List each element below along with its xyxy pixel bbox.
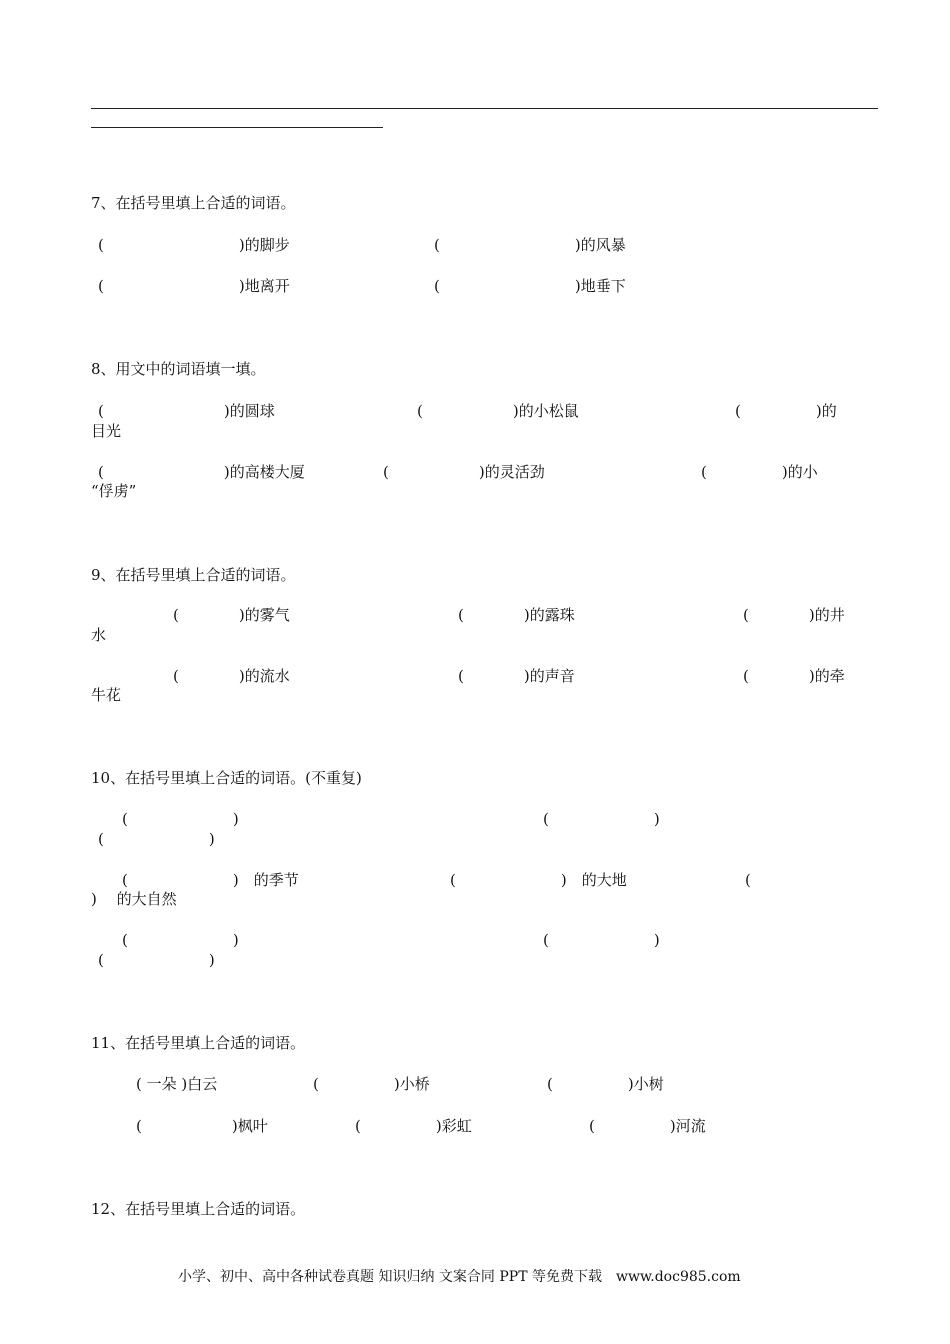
answer-line-full [91, 108, 878, 109]
q10-blank-4[interactable]: ( ) 的季节 [122, 871, 299, 889]
q11-blank-3[interactable]: ( )枫叶 [136, 1117, 268, 1135]
q7-blank-1[interactable]: ( )的脚步 [98, 236, 290, 254]
q8-blank-4[interactable]: ( )的高楼大厦 [98, 463, 305, 481]
q10-blank-6-open[interactable]: ( [745, 871, 751, 889]
q8-blank-3[interactable]: ( )的 [735, 402, 837, 420]
question-11-title: 11、在括号里填上合适的词语。 [91, 1034, 306, 1052]
q9-blank-6[interactable]: ( )的牵 [743, 667, 845, 685]
q10-blank-8[interactable]: ( ) [543, 931, 660, 949]
q9-blank-1[interactable]: ( )的雾气 [173, 606, 290, 624]
question-8-title: 8、用文中的词语填一填。 [91, 360, 266, 378]
question-10-title: 10、在括号里填上合适的词语。(不重复) [91, 769, 362, 787]
q9-row2-wrap: 牛花 [91, 686, 122, 704]
q9-blank-4[interactable]: ( )的流水 [173, 667, 290, 685]
q10-blank-1[interactable]: ( ) [122, 810, 239, 828]
q10-blank-9[interactable]: ( ) [98, 951, 215, 969]
q10-row2-wrap: ) 的大自然 [91, 890, 177, 908]
q9-blank-2[interactable]: ( )的露珠 [458, 606, 575, 624]
q9-blank-3[interactable]: ( )的井 [743, 606, 845, 624]
question-12-title: 12、在括号里填上合适的词语。 [91, 1200, 306, 1218]
q8-blank-2[interactable]: ( )的小松鼠 [417, 402, 579, 420]
q11-example: ( 一朵 )白云 [136, 1075, 218, 1093]
q8-blank-6[interactable]: ( )的小 [701, 463, 818, 481]
answer-line-short [91, 127, 383, 128]
q10-blank-7[interactable]: ( ) [122, 931, 239, 949]
q8-row1-wrap: 目光 [91, 422, 122, 440]
q11-blank-5[interactable]: ( )河流 [589, 1117, 706, 1135]
q10-blank-5[interactable]: ( ) 的大地 [450, 871, 627, 889]
q7-blank-3[interactable]: ( )地离开 [98, 277, 290, 295]
q11-blank-4[interactable]: ( )彩虹 [355, 1117, 472, 1135]
page-footer: 小学、初中、高中各种试卷真题 知识归纳 文案合同 PPT 等免费下载 www.doc985.com [178, 1269, 741, 1285]
q7-blank-2[interactable]: ( )的风暴 [434, 236, 626, 254]
q10-blank-2[interactable]: ( ) [543, 810, 660, 828]
q9-blank-5[interactable]: ( )的声音 [458, 667, 575, 685]
q9-row1-wrap: 水 [91, 626, 107, 644]
q7-blank-4[interactable]: ( )地垂下 [434, 277, 626, 295]
q11-blank-1[interactable]: ( )小桥 [313, 1075, 430, 1093]
question-9-title: 9、在括号里填上合适的词语。 [91, 566, 296, 584]
q8-row2-wrap: “俘虏” [91, 482, 137, 500]
question-7-title: 7、在括号里填上合适的词语。 [91, 194, 296, 212]
q11-blank-2[interactable]: ( )小树 [547, 1075, 664, 1093]
q10-blank-3[interactable]: ( ) [98, 830, 215, 848]
q8-blank-5[interactable]: ( )的灵活劲 [383, 463, 545, 481]
q8-blank-1[interactable]: ( )的圆球 [98, 402, 275, 420]
